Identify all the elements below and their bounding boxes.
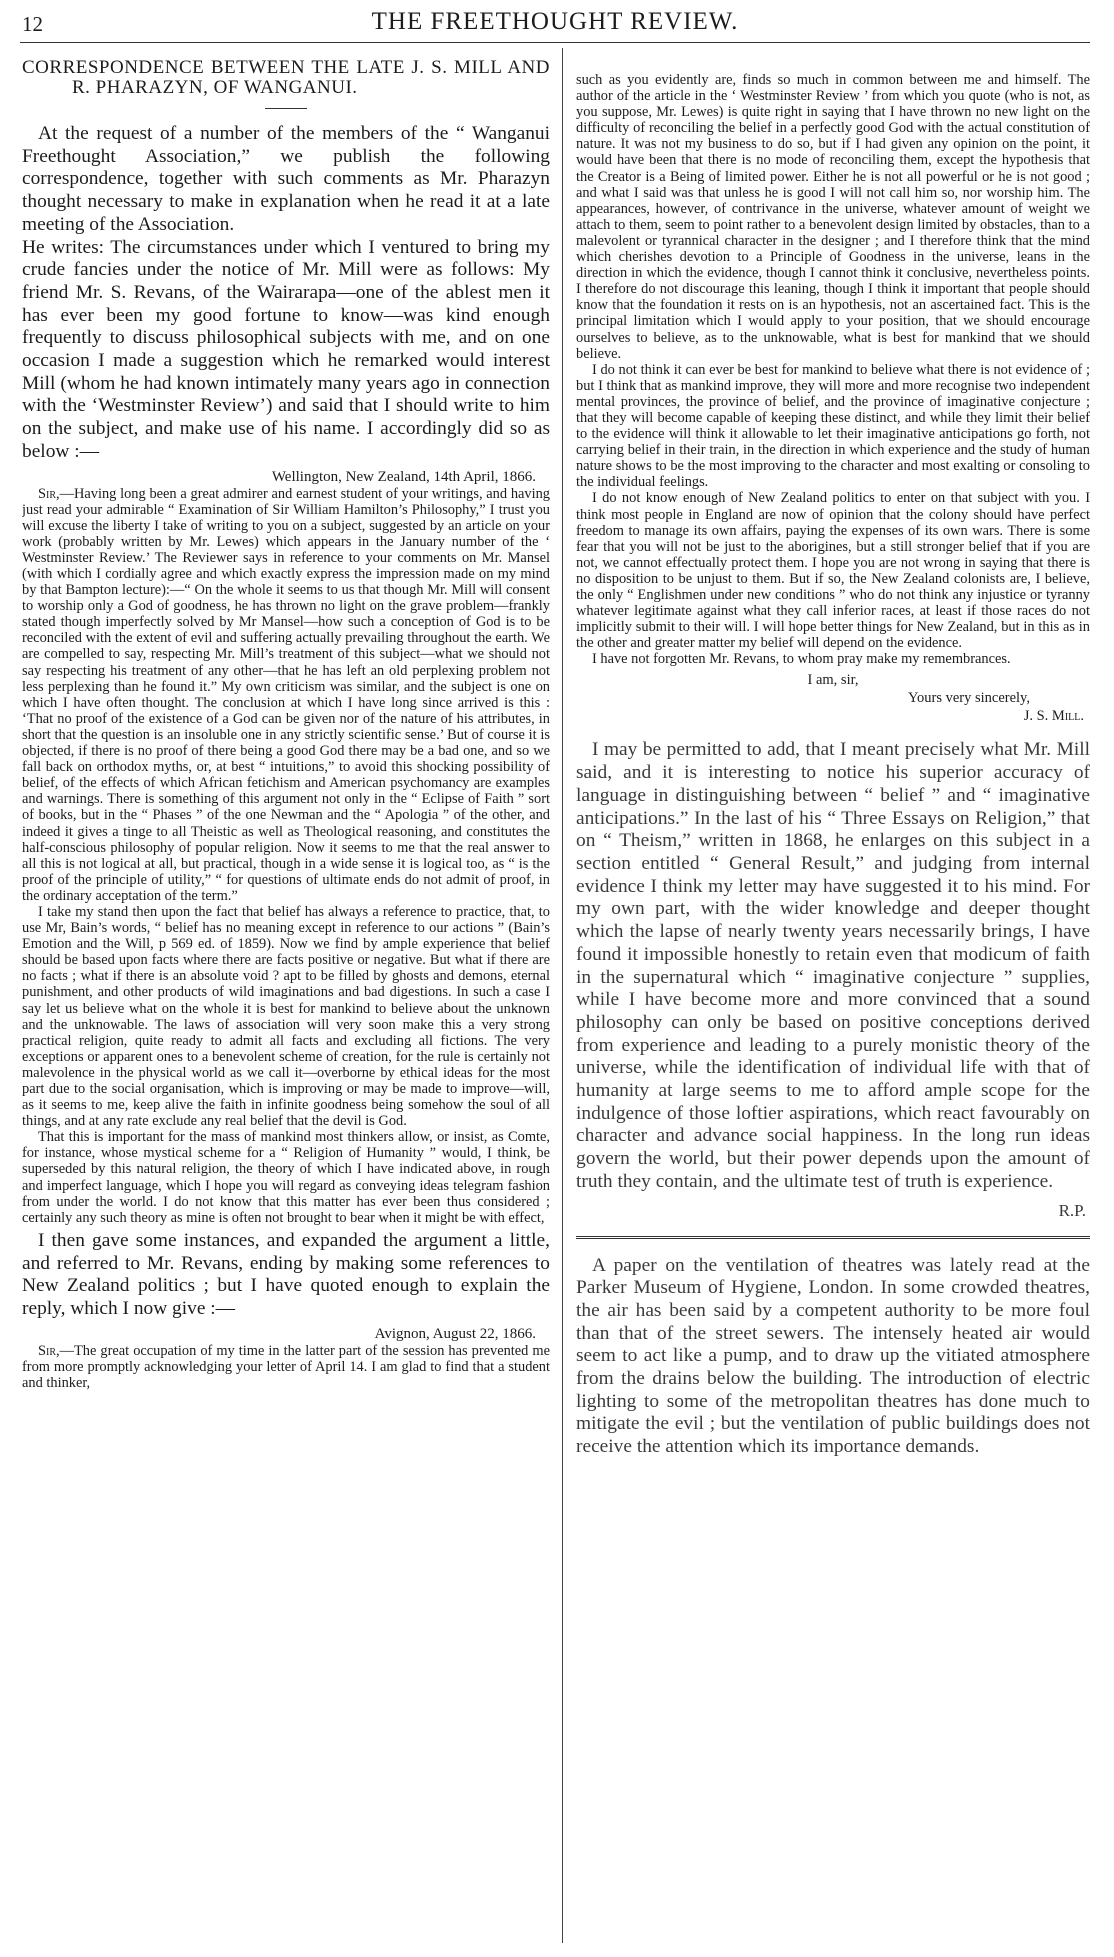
column-divider [562,48,563,1943]
letter-2-signature: J. S. Mill. [1023,708,1084,725]
letter-2-paragraph-1-continued: such as you evidently are, finds so much in common between me and himself. The author of the article in the ‘ Westminster Review ’ from which you quote (who is not, as you suppose, Mr. Lewes) is quite right in saying that I have thrown no new light on the difficulty of reconciling the belief in a perfectly good God with the actual constitution of nature. It was not my business to do so, but if I had given any opinion on the point, it would have been that there is no mode of reconciling them, except the hypothesis that the Creator is a Being of limited power. Either he is not all powerful or he is not good ; and what I said was that unless he is good I will not call him so, nor worship him. The appearances, however, of contrivance in the universe, whatever amount of weight we attach to them, seem to point rather to a benevolent design limited by obstacles, than to a malevolent or tyrannical character in the designer ; and I therefore think that the mind which cherishes devotion to a Principle of Goodness in the universe, leans in the direction in which the evidence, though I cannot think it conclusive, nevertheless points. I therefore do not discourage this leaning, though I think it important that people should know that the foundation it rests on is an hypothesis, not an ascertained fact. This is the principal limitation which I would apply to your position, that we should encourage ourselves to believe, as to the unknowable, what is best for mankind that we should believe. [576,72,1090,362]
bridge-paragraph: I then gave some instances, and expanded the argument a little, and referred to Mr. Revans, ending by making some references to New Zealand politics ; but I have quoted enough to explain the reply, which I now give :— [22,1229,550,1319]
letter-2-closing-line-2: Yours very sincerely, [907,690,1030,707]
letter-1-paragraph-3: That this is important for the mass of mankind most thinkers allow, or insist, as Comte, for instance, whose mystical scheme for a “ Religion of Humanity ” would, I think, be superseded by this natural religion, the theory of which I have indicated above, in rough and imperfect language, which I hope you will regard as conveying ideas telegram fashion from under the world. I do not know that this matter has ever been thus considered ; certainly any such theory as mine is often not brought to bear when it might be with effect, [22,1129,550,1226]
right-column [576,72,1090,1957]
intro-paragraph-2: He writes: The circumstances under which I ventured to bring my crude fancies under the notice of Mr. Mill were as follows: My friend Mr. S. Revans, of the Wairarapa—one of the ablest men it has ever been my good fortune to know—was kind enough frequently to discuss philosophical subjects with me, and on one occasion I made a suggestion which he remarked would interest Mill (whom he had known intimately many years ago in connection with the ‘Westminster Review’) and said that I should write to him on the subject, and make use of his name. I accordingly did so as below :— [22,236,550,462]
letter-2-paragraph-1-start [22,1343,550,1391]
letter-2-paragraph-4: I have not forgotten Mr. Revans, to whom pray make my remembrances. [592,651,1011,668]
article-title: CORRESPONDENCE BETWEEN THE LATE J. S. MILL AND R. PHARAZYN, OF WANGANUI. [22,58,550,98]
intro-paragraph-1: At the request of a number of the members of the “ Wanganui Freethought Association,” we publish the following correspondence, together with such comments as Mr. Pharazyn thought necessary to make in explanation when he read it at a late meeting of the Association. [22,123,550,235]
running-title: THE FREETHOUGHT REVIEW. [371,8,739,35]
letter-1-paragraph-1-text: —Having long been a great admirer and earnest student of your writings, and having just read your admirable “ Examination of Sir William Hamilton’s Philosophy,” I trust you will excuse the liberty I take of writing to you on a subject, suggested by an article on your work (probably written by Mr. Lewes) which appears in the January number of the ‘ Westminster Review.’ The Reviewer says in reference to your comments on Mr. Mansel (with which I cordially agree and which exactly express the impression made on my mind by that Bampton lecture):—“ On the whole it seems to us that though Mr. Mill will consent to worship only a God of goodness, he has thrown no light on the grave problem—frankly stated though imperfectly solved by Mr Mansel—how such a conception of God is to be reconciled with the extent of evil and suffering actually prevailing throughout the earth. We are compelled to say, respecting Mr. Mill’s treatment of this subject—what we should not say respecting his treatment of any other—that he has left an old perplexing problem not less perplexing than he found it.” My own criticism was similar, and the subject is one on which I have often thought. The conclusion at which I have long since arrived is this : ‘That no proof of the existence of a God can be given nor of the nature of his attributes, in short that the question is an insoluble one in any strictly scientific sense.’ But of course it is objected, if there is no proof of there being a good God there may be a bad one, and so we fall back on orthodox myths, or, at best “ intuitions,” to avoid this shocking possibility of belief, of the effects of which African fetichism and American psychomancy are examples and warnings. There is something of this argument not only in the “ Eclipse of Faith ” sort of books, but in the “ Phases ” of the one Newman and the “ Apologia ” of the other, and indeed it gives a tinge to all Theistic as well as Theological reasoning, and constitutes the half-conscious philosophy of popular religion. Now it seems to me that the real answer to all this is not logical at all, but practical, though in a wide sense it is logical too, as “ is the proof of the principle of utility,” “ for questions of ultimate ends do not admit of proof, in the ordinary acceptation of the term.” [22,485,550,904]
letter-2-dateline: Avignon, August 22, 1866. [374,1325,536,1342]
header-rule [20,42,1090,43]
letter-1-salutation: Sir, [38,485,60,502]
section-separator [576,1236,1090,1239]
letter-2-salutation: Sir, [38,1342,60,1359]
letter-1-paragraph-2: I take my stand then upon the fact that belief has always a reference to practice, that, to use Mr, Bain’s words, “ belief has no meaning except in reference to our actions ” (Bain’s Emotion and the Will, p 569 ed. of 1859). Now we find by ample experience that belief should be based upon facts where there are facts positive or negative. But what if there are no facts ; what if there is an absolute void ? apt to be filled by ghosts and demons, eternal punishment, and other products of wild imaginations and bad digestions. In such a case I say let us believe what on the whole it is best for mankind to believe about the unknown and the unknowable. The laws of association will very soon make this a very strong practical religion, quite ready to admit all facts and excluding all fictions. The very exceptions or apparent ones to a benevolent scheme of creation, for the rule is certainly not malevolence in the physical world as we call it—overborne by ethical ideas for the most part due to the social organisation, which is improving or may be made to improve—will, as it seems to me, keep alive the faith in infinite goodness being somehow the soul of all things, and at any rate exclude any real belief that the devil is God. [22,903,550,1130]
letter-1-paragraph-1 [22,486,550,904]
page-header [20,8,1090,40]
letter-2-closing-line-1: I am, sir, [807,672,859,689]
left-column [22,58,550,1943]
ventilation-notice: A paper on the ventilation of theatres was lately read at the Parker Museum of Hygiene, London. In some crowded theatres, the air has been said by a competent authority to be more foul than that of the street sewers. The intensely heated air would seem to act like a pump, and to draw up the vitiated atmosphere from the drains below the building. The introduction of electric lighting to some of the metropolitan theatres has done much to mitigate the evil ; but the ventilation of public buildings does not receive the attention which its importance demands. [576,1254,1090,1458]
letter-1-dateline: Wellington, New Zealand, 14th April, 1866. [271,468,536,485]
letter-2-paragraph-3: I do not know enough of New Zealand politics to enter on that subject with you. I think most people in England are now of opinion that the colony should have perfect freedom to manage its own affairs, paying the expenses of its own wars. There is some fear that you will not be just to the aborigines, but a still stronger belief that if you are not, we cannot effectually protect them. I hope you are not wrong in saying that there is no disposition to be unjust to them. But if so, the New Zealand colonists are, I believe, the only “ Englishmen under new conditions ” who do not think any injustice or tyranny whatever legitimate against what they call inferior races, at least if those races do not implicitly submit to their will. I will hope better things for New Zealand, but in this as in the other and greater matter my belief will depend on the evidence. [576,490,1090,652]
letter-2-paragraph-1-left-text: —The great occupation of my time in the latter part of the session has prevented me from more promptly acknowledging your letter of April 14. I am glad to find that a student and thinker, [22,1342,550,1391]
page-number: 12 [22,12,43,36]
letter-2-paragraph-2: I do not think it can ever be best for mankind to believe what there is not evidence of ; but I think that as mankind improve, they will more and more recognise two independent mental provinces, the province of belief, and the province of imaginative conjecture ; that they will become capable of keeping these distinct, and while they limit their belief to the evidence will think it allowable to let their imaginative anticipations go forth, not carrying belief in their train, in the direction in which experience and the study of human nature shows to be the most improving to the character and most exalting or consoling to the individual feelings. [576,361,1090,491]
title-rule [265,108,307,109]
comment-paragraph: I may be permitted to add, that I meant precisely what Mr. Mill said, and it is interesting to notice his superior accuracy of language in distinguishing between “ belief ” and “ imaginative anticipations.” In the last of his “ Three Essays on Religion,” that on “ Theism,” written in 1868, he enlarges on this subject in a section entitled “ General Result,” and judging from internal evidence I think my letter may have suggested it to his mind. For my own part, with the wider knowledge and deeper thought which the lapse of nearly twenty years necessarily brings, I have found it impossible honestly to retain even that modicum of faith in the supernatural which “ imaginative conjecture ” supplies, while I have become more and more convinced that a sound philosophy can only be based on positive conceptions derived from experience and leading to a purely monistic theory of the universe, while the identification of individual life with that of humanity at large seems to me to afford ample scope for the indulgence of those loftier aspirations, which react favourably on character and advance social happiness. In the long run ideas govern the world, but their power depends upon the amount of truth they contain, and the ultimate test of truth is experience. [576,739,1090,1192]
comment-signature: R.P. [1058,1200,1086,1220]
